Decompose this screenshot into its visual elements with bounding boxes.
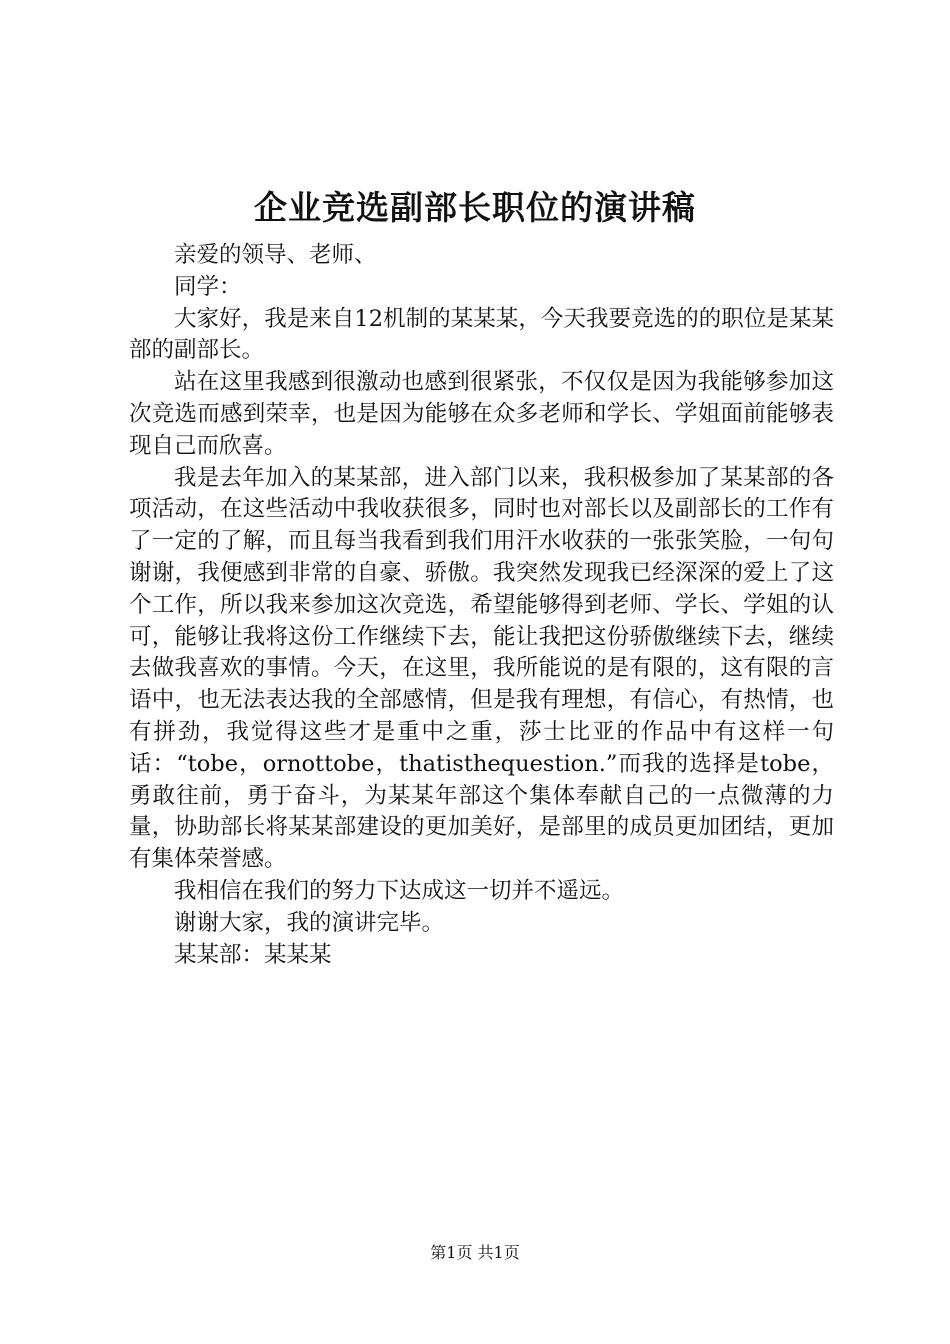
signature-line: 某某部：某某某 bbox=[174, 941, 332, 968]
paragraph-introduction: 大家好，我是来自12机制的某某某，今天我要竞选的的职位是某某部的副部长。 bbox=[129, 305, 834, 364]
document-title: 企业竞选副部长职位的演讲稿 bbox=[254, 188, 696, 227]
salutation-line-1: 亲爱的领导、老师、 bbox=[174, 242, 377, 268]
page-number-footer: 第1页 共1页 bbox=[430, 1243, 520, 1262]
paragraph-feelings: 站在这里我感到很激动也感到很紧张，不仅仅是因为我能够参加这次竞选而感到荣幸，也是因为能够在众多老师和学长、学姐面前能够表现自己而欣喜。 bbox=[129, 369, 834, 459]
paragraph-confidence: 我相信在我们的努力下达成这一切并不遥远。 bbox=[174, 877, 625, 904]
salutation-line-2: 同学： bbox=[174, 273, 242, 300]
paragraph-experience: 我是去年加入的某某部，进入部门以来，我积极参加了某某部的各项活动，在这些活动中我收获很多，同时也对部长以及副部长的工作有了一定的了解，而且每当我看到我们用汗水收获的一张张笑脸，一句句谢谢，我便感到非常的自豪、骄傲。我突然发现我已经深深的爱上了这个工作，所以我来参加这次竞选，希望能够得到老师、学长、学姐的认可，能够让我将这份工作继续下去，能让我把这份骄傲继续下去，继续去做我喜欢的事情。今天，在这里，我所能说的是有限的，这有限的言语中，也无法表达我的全部感情，但是我有理想，有信心，有热情，也有拼劲，我觉得这些才是重中之重，莎士比亚的作品中有这样一句话：“tobe，ornottobe，thatisthequestion.”而我的选择是tobe，勇敢往前，勇于奋斗，为某某年部这个集体奉献自己的一点微薄的力量，协助部长将某某部建设的更加美好，是部里的成员更加团结，更加有集体荣誉感。 bbox=[129, 464, 834, 873]
paragraph-closing: 谢谢大家，我的演讲完毕。 bbox=[174, 909, 445, 936]
document-body bbox=[129, 240, 834, 971]
